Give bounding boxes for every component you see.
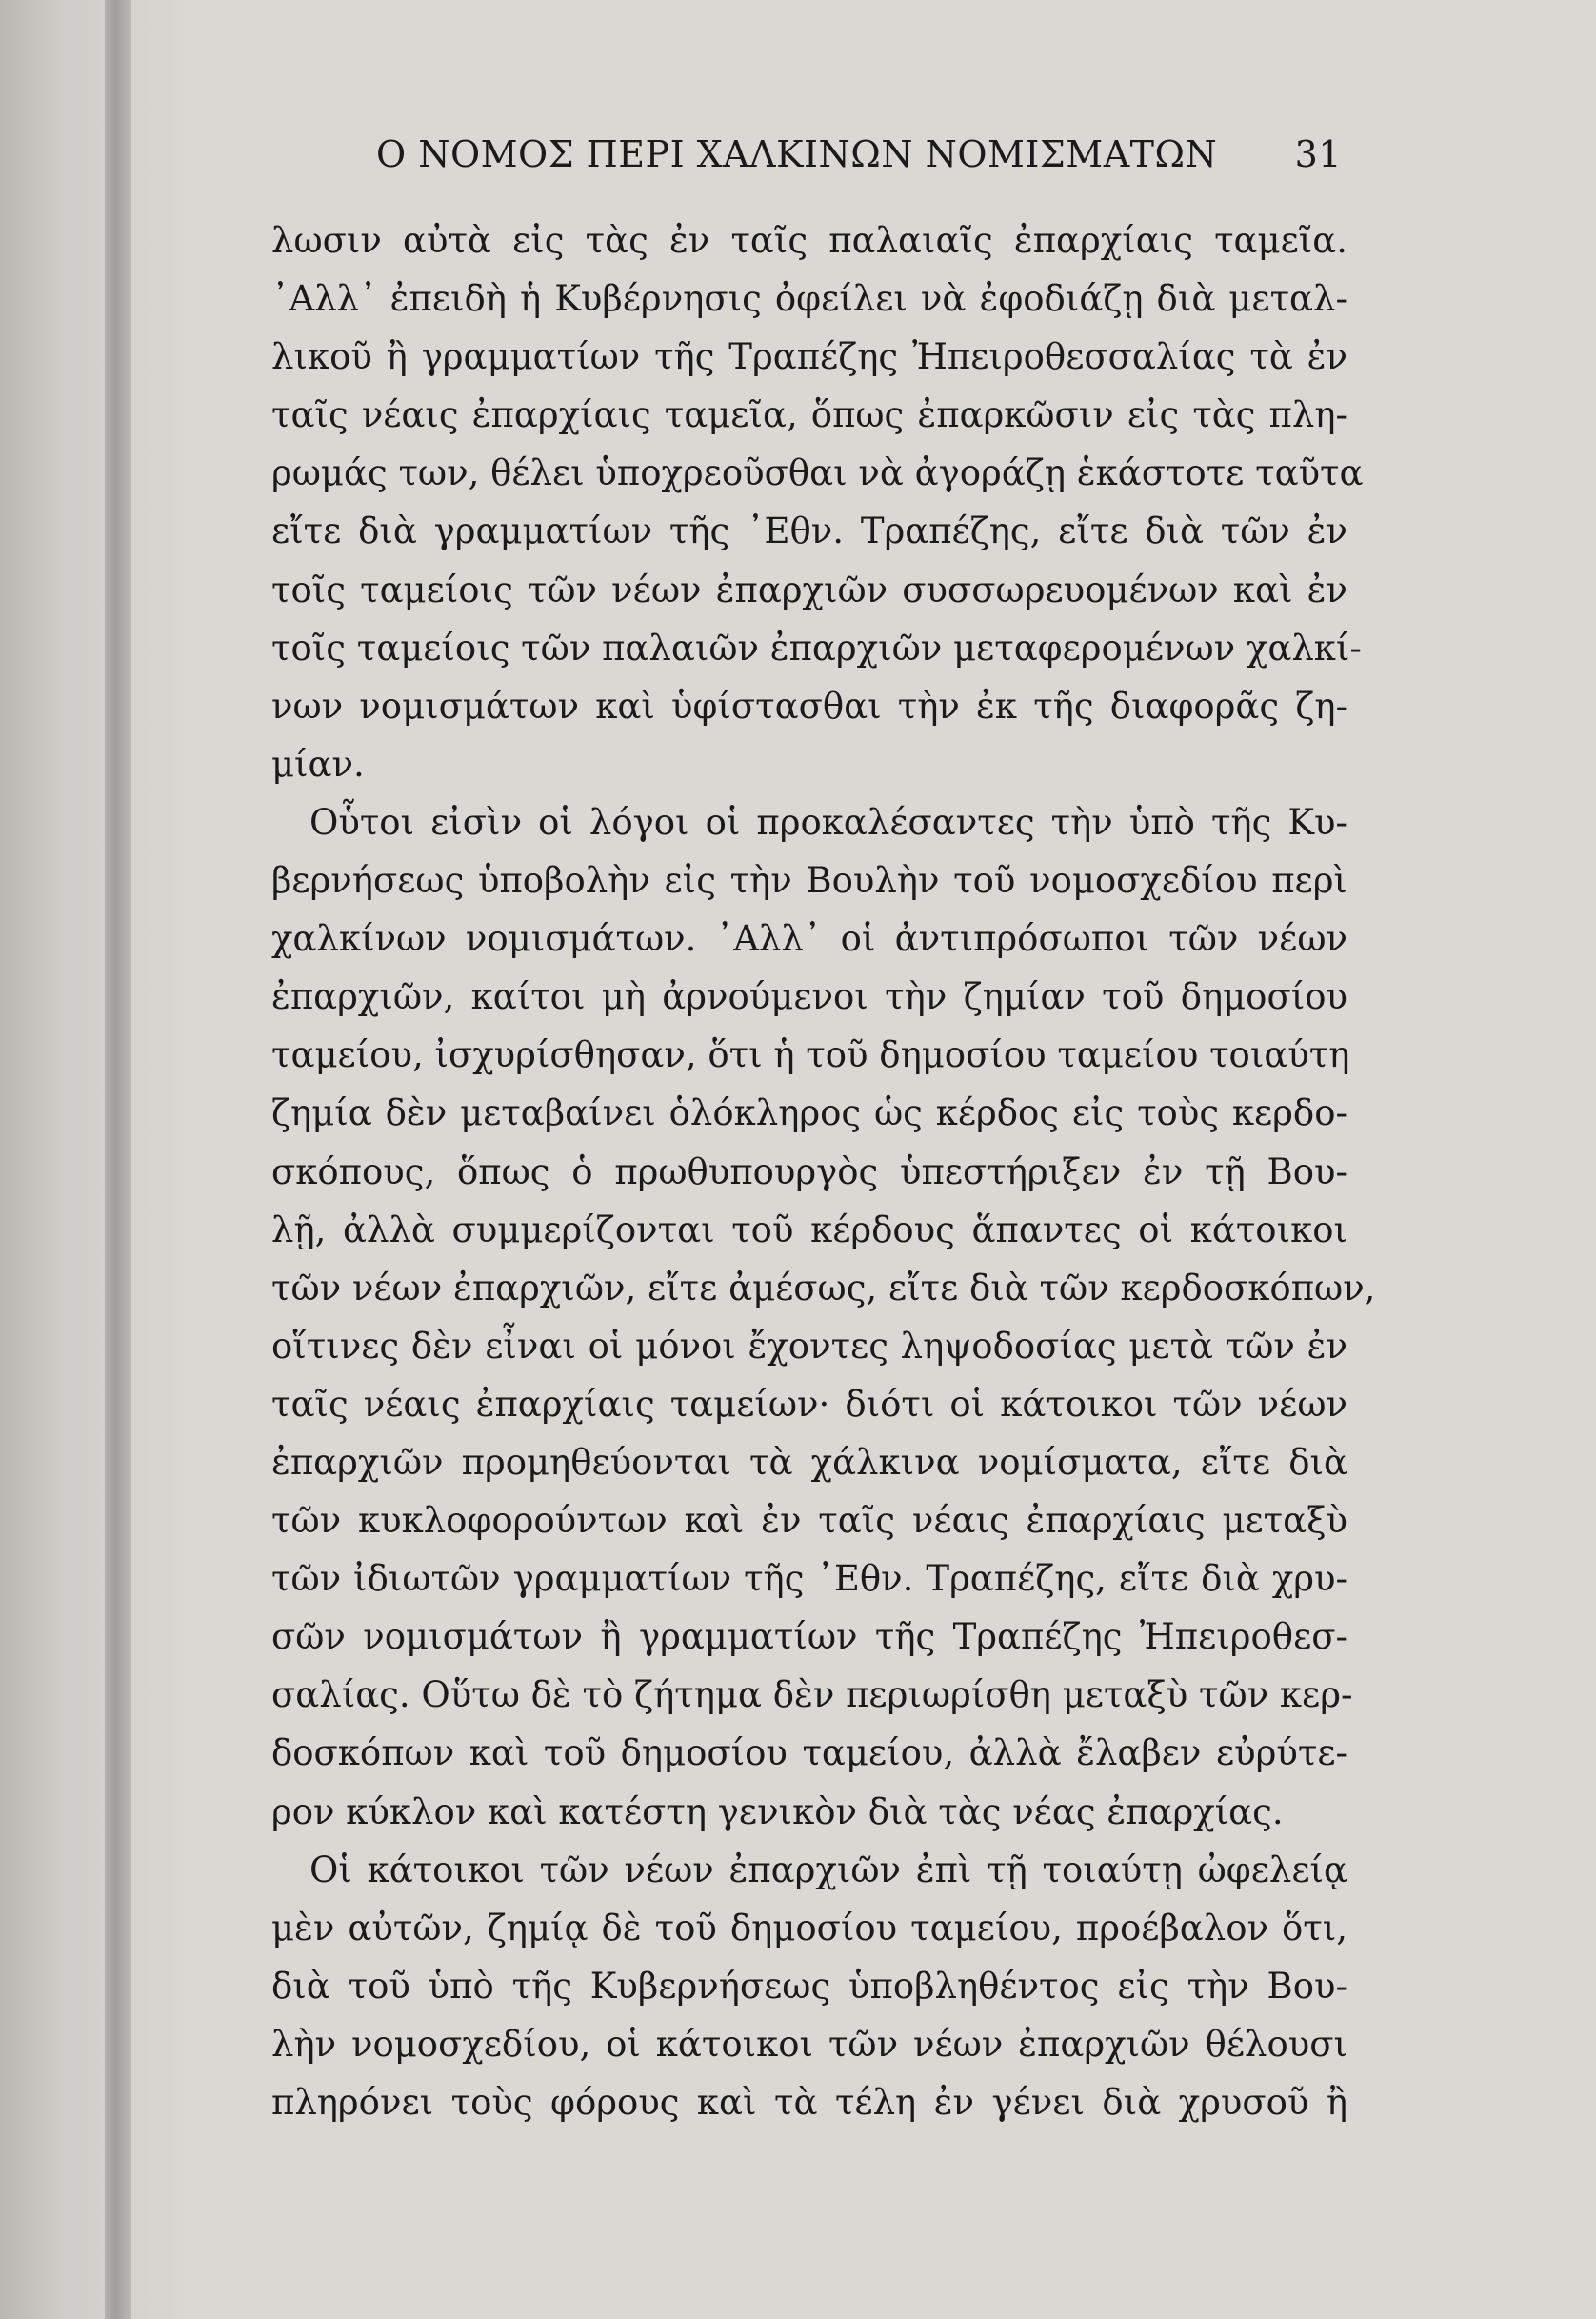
page-number: 31 <box>1294 133 1342 175</box>
text-line: πληρόνει τοὺς φόρους καὶ τὰ τέλη ἐν γένει διὰ χρυσοῦ ἢ <box>271 2082 1347 2123</box>
text-line: σαλίας. Οὕτω δὲ τὸ ζήτημα δὲν περιωρίσθη μεταξὺ τῶν κερ- <box>271 1674 1353 1716</box>
text-line: τοῖς ταμείοις τῶν παλαιῶν ἐπαρχιῶν μεταφερομένων χαλκί- <box>271 627 1362 669</box>
text-line: σκόπους, ὅπως ὁ πρωθυπουργὸς ὑπεστήριξεν ἐν τῇ Βου- <box>271 1150 1347 1192</box>
running-header <box>271 133 1347 200</box>
paragraph-3 <box>271 1841 1347 2131</box>
text-line: ρον κύκλον καὶ κατέστη γενικὸν διὰ τὰς νέας ἐπαρχίας. <box>271 1790 1284 1832</box>
paragraph-1 <box>271 211 1364 793</box>
text-line: ταμείου, ἰσχυρίσθησαν, ὅτι ἡ τοῦ δημοσίου ταμείου τοιαύτη <box>271 1034 1350 1076</box>
text-line: μὲν αὐτῶν, ζημίᾳ δὲ τοῦ δημοσίου ταμείου, προέβαλον ὅτι, <box>271 1907 1347 1949</box>
text-line: διὰ τοῦ ὑπὸ τῆς Κυβερνήσεως ὑποβληθέντος εἰς τὴν Βου- <box>271 1965 1347 2007</box>
text-line: λὴν νομοσχεδίου, οἱ κάτοικοι τῶν νέων ἐπαρχιῶν θέλουσι <box>271 2023 1347 2065</box>
text-line: τῶν κυκλοφορούντων καὶ ἐν ταῖς νέαις ἐπαρχίαις μεταξὺ <box>271 1500 1347 1542</box>
text-line: ἐπαρχιῶν, καίτοι μὴ ἀρνούμενοι τὴν ζημίαν τοῦ δημοσίου <box>271 976 1347 1018</box>
text-line: λῇ, ἀλλὰ συμμερίζονται τοῦ κέρδους ἅπαντες οἱ κάτοικοι <box>271 1209 1347 1250</box>
text-line: ρωμάς των, θέλει ὑποχρεοῦσθαι νὰ ἀγοράζῃ ἑκάστοτε ταῦτα <box>271 452 1364 494</box>
text-line: βερνήσεως ὑποβολὴν εἰς τὴν Βουλὴν τοῦ νομοσχεδίου περὶ <box>271 860 1347 902</box>
binding-edge <box>105 0 131 2319</box>
text-line: Οὗτοι εἰσὶν οἱ λόγοι οἱ προκαλέσαντες τὴν ὑπὸ τῆς Κυ- <box>309 801 1347 843</box>
text-line: ἐπαρχιῶν προμηθεύονται τὰ χάλκινα νομίσματα, εἴτε διὰ <box>271 1441 1347 1483</box>
text-line: τοῖς ταμείοις τῶν νέων ἐπαρχιῶν συσσωρευομένων καὶ ἐν <box>271 569 1347 610</box>
text-line: λικοῦ ἢ γραμματίων τῆς Τραπέζης Ἠπειροθεσσαλίας τὰ ἐν <box>271 336 1347 378</box>
text-line: τῶν νέων ἐπαρχιῶν, εἴτε ἀμέσως, εἴτε διὰ τῶν κερδοσκόπων, <box>271 1267 1376 1309</box>
body-text <box>271 211 1376 2131</box>
paragraph-2 <box>271 793 1376 1841</box>
running-title: Ο ΝΟΜΟΣ ΠΕΡΙ ΧΑΛΚΙΝΩΝ ΝΟΜΙΣΜΑΤΩΝ <box>376 133 1218 175</box>
book-page <box>271 133 1376 2131</box>
text-line: Οἱ κάτοικοι τῶν νέων ἐπαρχιῶν ἐπὶ τῇ τοιαύτῃ ὠφελείᾳ <box>309 1849 1347 1890</box>
text-line: λωσιν αὐτὰ εἰς τὰς ἐν ταῖς παλαιαῖς ἐπαρχίαις ταμεῖα. <box>271 220 1347 261</box>
text-line: οἵτινες δὲν εἶναι οἱ μόνοι ἔχοντες ληψοδοσίας μετὰ τῶν ἐν <box>271 1325 1347 1367</box>
page-gutter-shadow <box>0 0 190 2319</box>
text-line: εἴτε διὰ γραμματίων τῆς ᾿Εθν. Τραπέζης, εἴτε διὰ τῶν ἐν <box>271 510 1347 552</box>
text-line: σῶν νομισμάτων ἢ γραμματίων τῆς Τραπέζης Ἠπειροθεσ- <box>271 1616 1347 1658</box>
text-line: δοσκόπων καὶ τοῦ δημοσίου ταμείου, ἀλλὰ ἔλαβεν εὐρύτε- <box>271 1732 1347 1774</box>
text-line: ᾿Αλλ᾿ ἐπειδὴ ἡ Κυβέρνησις ὀφείλει νὰ ἐφοδιάζῃ διὰ μεταλ- <box>271 278 1347 320</box>
text-line: ζημία δὲν μεταβαίνει ὁλόκληρος ὡς κέρδος εἰς τοὺς κερδο- <box>271 1092 1347 1134</box>
text-line: νων νομισμάτων καὶ ὑφίστασθαι τὴν ἐκ τῆς διαφορᾶς ζη- <box>271 685 1347 727</box>
text-line: μίαν. <box>271 743 365 785</box>
text-line: χαλκίνων νομισμάτων. ᾿Αλλ᾿ οἱ ἀντιπρόσωποι τῶν νέων <box>271 918 1347 960</box>
text-line: ταῖς νέαις ἐπαρχίαις ταμεῖα, ὅπως ἐπαρκῶσιν εἰς τὰς πλη- <box>271 394 1347 436</box>
text-line: τῶν ἰδιωτῶν γραμματίων τῆς ᾿Εθν. Τραπέζης, εἴτε διὰ χρυ- <box>271 1558 1347 1600</box>
text-line: ταῖς νέαις ἐπαρχίαις ταμείων· διότι οἱ κάτοικοι τῶν νέων <box>271 1383 1347 1425</box>
